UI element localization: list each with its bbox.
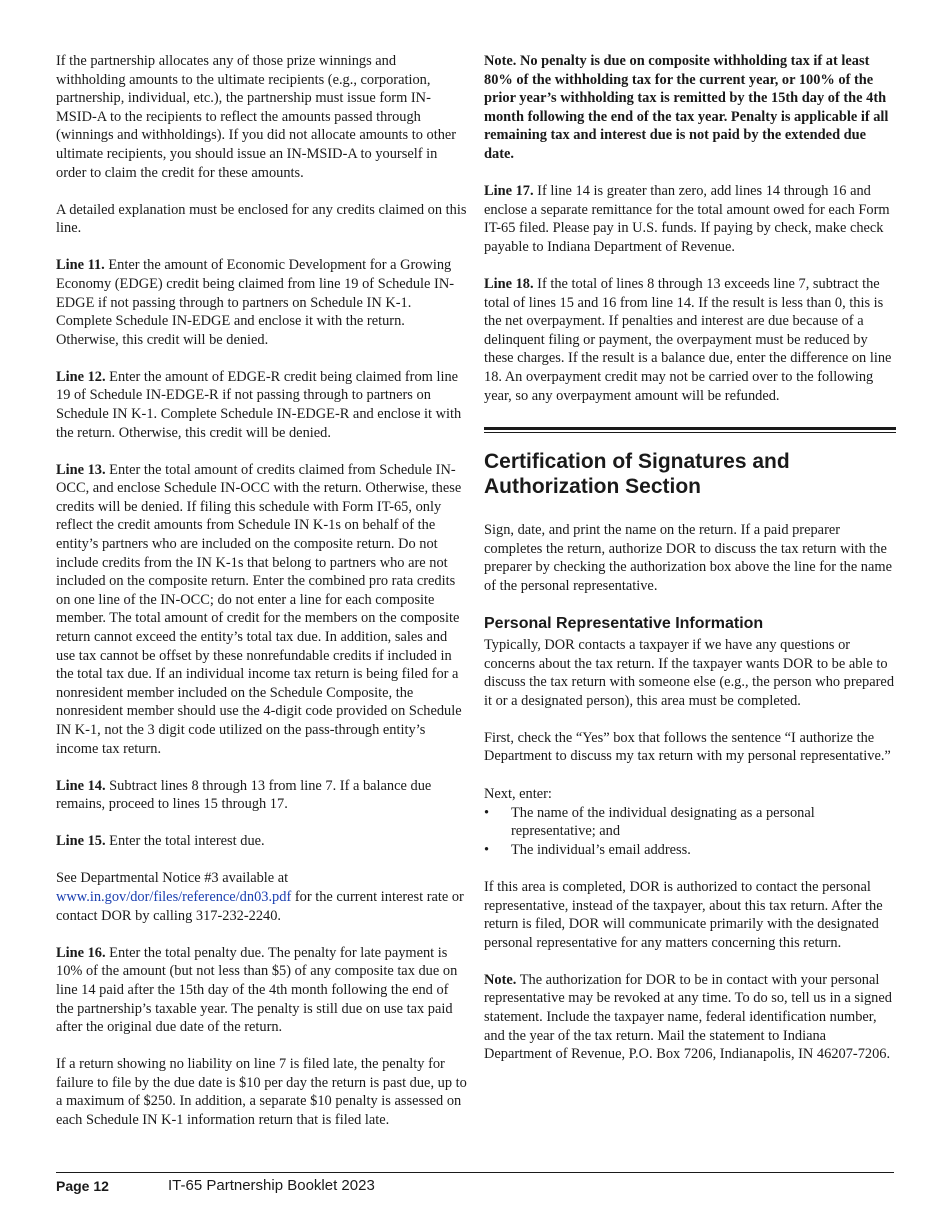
subheading-personal-representative: Personal Representative Information bbox=[484, 614, 764, 632]
next-enter-paragraph: Next, enter: bbox=[484, 785, 552, 802]
first-step-paragraph: First, check the “Yes” box that follows the sentence “I authorize the Department to discuss my tax return with my personal representative.” bbox=[484, 729, 891, 765]
line-11-label: Line 11. bbox=[56, 257, 105, 274]
line-13-text: Enter the total amount of credits claimed from Schedule IN-OCC, and enclose Schedule IN-OCC with the return. Otherwise, these credits will be denied. If filing this schedule with Form IT-65, only reflect the credit amounts from Schedule IN K-1s on behalf of the entity’s partners who are included on the composite return. Do not include credits from the IN K-1s that belong to partners who are not included on the composite return. Enter the combined pro rata credits on one line of the IN-OCC; do not enter a line for each composite member. The total amount of credit for the members on the composite return cannot exceed the entity’s total tax due. In addition, sales and use tax cannot be offset by these nonrefundable credits if included in the total tax due. If an individual income tax return is being filed for a nonresident member included on the Schedule Composite, the nonresident member should use the 4-digit code provided on Schedule IN K-1, not the 3 digit code utilized on the pass-through entity’s income tax return. bbox=[56, 461, 462, 757]
representative-list bbox=[484, 804, 896, 860]
right-column bbox=[484, 52, 896, 1082]
prize-winnings-paragraph: If the partnership allocates any of those prize winnings and withholding amounts to the ultimate recipients (e.g., corporation, partnership, individual, etc.), the partnership must issue form IN-MSID-A to the recipients to reflect the amounts passed through (winnings and withholdings). If you did not allocate amounts to other ultimate recipients, you should issue an IN-MSID-A to yourself in order to claim the credit for these amounts. bbox=[56, 53, 457, 181]
section-divider bbox=[484, 427, 896, 433]
line-18-text: If the total of lines 8 through 13 exceeds line 7, subtract the total of lines 15 and 16 from line 14. If the result is less than 0, this is the net overpayment. If penalties and interest are due because of a delinquent filing or payment, the overpayment must be reduced by these charges. If the result is a balance due, enter the difference on line 18. An overpayment credit may not be carried over to the following year, so any overpayment amount will be refunded. bbox=[484, 275, 892, 404]
line-15-paragraph bbox=[56, 832, 468, 851]
line-11-text: Enter the amount of Economic Development for a Growing Economy (EDGE) credit being claimed from line 19 of Schedule IN-EDGE if not passing through to partners on Schedule IN K-1. Complete Schedule IN-EDGE and enclose it with the return. Otherwise, this credit will be denied. bbox=[56, 257, 455, 348]
line-18-label: Line 18. bbox=[484, 275, 534, 292]
late-filing-paragraph: If a return showing no liability on line 7 is filed late, the penalty for failure to file by the due date is $10 per day the return is past due, up to a maximum of $250. In addition, a separate $10 penalty is assessed on each Schedule IN K-1 information return that is filed late. bbox=[56, 1056, 467, 1128]
representative-paragraph: Typically, DOR contacts a taxpayer if we have any questions or concerns about the tax return. If the taxpayer wants DOR to be able to discuss the tax return with someone else (e.g., the person who prepared it or a designated person), this area must be completed. bbox=[484, 636, 895, 709]
line-17-label: Line 17. bbox=[484, 183, 534, 200]
completed-paragraph: If this area is completed, DOR is authorized to contact the personal representative, instead of the taxpayer, about this tax return. After the return is filed, DOR will communicate primarily with the designated personal representative for any matters concerning this return. bbox=[484, 878, 883, 951]
note-text: The authorization for DOR to be in contact with your personal representative may be revoked at any time. To do so, tell us in a signed statement. Include the taxpayer name, federal identification number, and the year of the tax return. Mail the statement to Indiana Department of Revenue, P.O. Box 7206, Indianapolis, IN 46207-7206. bbox=[484, 971, 892, 1063]
notice-text-after: for the current interest rate or contact DOR by calling 317-232-2240. bbox=[56, 889, 464, 924]
notice-link[interactable]: www.in.gov/dor/files/reference/dn03.pdf bbox=[56, 889, 292, 906]
list-item: • The individual’s email address. bbox=[484, 841, 896, 860]
line-16-label: Line 16. bbox=[56, 944, 106, 961]
list-item: • The name of the individual designating as a personal representative; and bbox=[484, 804, 896, 841]
section-title: Certification of Signatures and Authorization Section bbox=[484, 450, 790, 499]
line-17-paragraph bbox=[484, 182, 896, 256]
note-label: Note. bbox=[484, 971, 517, 988]
sign-paragraph: Sign, date, and print the name on the return. If a paid preparer completes the return, authorize DOR to discuss the tax return with the preparer by checking the authorization box above the line for the name of the personal representative. bbox=[484, 522, 892, 594]
page-number: Page 12 bbox=[56, 1178, 109, 1194]
notice-paragraph bbox=[56, 869, 468, 925]
line-18-paragraph bbox=[484, 275, 896, 405]
revocation-note-paragraph bbox=[484, 971, 896, 1064]
left-column bbox=[56, 52, 468, 1148]
penalty-note-paragraph: Note. No penalty is due on composite withholding tax if at least 80% of the withholding tax for the current year, or 100% of the prior year’s withholding tax is remitted by the 15th day of the 4th month following the end of the tax year. Penalty is applicable if all remaining tax and interest due is not paid by the extended due date. bbox=[484, 53, 889, 162]
page-footer bbox=[56, 1172, 894, 1194]
line-11-paragraph bbox=[56, 256, 468, 349]
line-13-paragraph bbox=[56, 461, 468, 759]
line-12-label: Line 12. bbox=[56, 368, 106, 385]
line-14-paragraph bbox=[56, 777, 468, 814]
line-12-paragraph bbox=[56, 368, 468, 442]
line-16-text: Enter the total penalty due. The penalty for late payment is 10% of the amount (but not less than $5) of any composite tax due on line 14 paid after the 15th day of the 4th month following the end of the partnership’s taxable year. The penalty is still due on use tax paid after the original due date of the return. bbox=[56, 944, 458, 1036]
booklet-title: IT-65 Partnership Booklet 2023 bbox=[168, 1177, 375, 1194]
line-16-paragraph bbox=[56, 944, 468, 1037]
explanation-paragraph: A detailed explanation must be enclosed for any credits claimed on this line. bbox=[56, 201, 467, 237]
line-13-label: Line 13. bbox=[56, 461, 106, 478]
line-15-label: Line 15. bbox=[56, 833, 106, 850]
line-15-text: Enter the total interest due. bbox=[105, 833, 265, 850]
line-14-label: Line 14. bbox=[56, 777, 106, 794]
line-17-text: If line 14 is greater than zero, add lines 14 through 16 and enclose a separate remittance for the total amount owed for each Form IT-65 filed. Please pay in U.S. funds. If paying by check, make check payable to Indiana Department of Revenue. bbox=[484, 183, 890, 255]
line-12-text: Enter the amount of EDGE-R credit being claimed from line 19 of Schedule IN-EDGE-R if not passing through to partners on Schedule IN K-1. Complete Schedule IN-EDGE-R and enclose it with the return. Otherwise, this credit will be denied. bbox=[56, 368, 462, 441]
line-14-text: Subtract lines 8 through 13 from line 7. If a balance due remains, proceed to lines 15 through 17. bbox=[56, 777, 432, 813]
notice-text-before: See Departmental Notice #3 available at bbox=[56, 870, 289, 887]
